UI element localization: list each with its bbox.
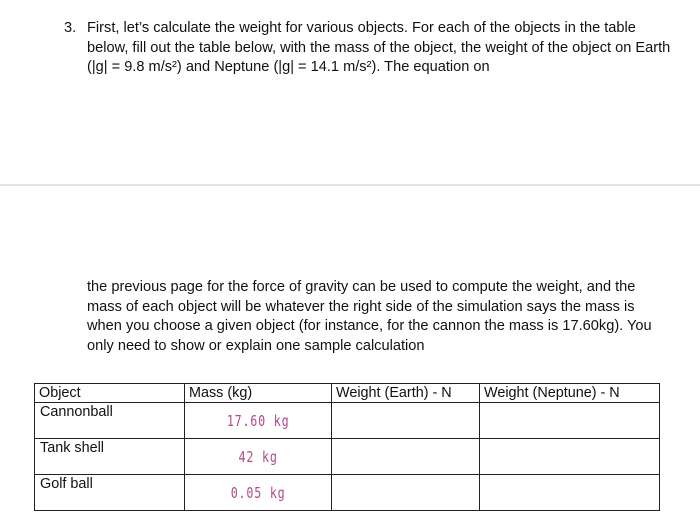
handwritten-mass: 42 kg: [238, 447, 278, 466]
mass-cell[interactable]: [185, 475, 332, 511]
weight-neptune-cell[interactable]: [480, 439, 660, 475]
question-number: 3.: [64, 20, 77, 36]
header-object: Object: [35, 384, 185, 403]
mass-cell[interactable]: [185, 439, 332, 475]
table-row: [35, 475, 660, 511]
header-mass: Mass (kg): [185, 384, 332, 403]
table-header-row: [35, 384, 660, 403]
header-weight-neptune: Weight (Neptune) - N: [480, 384, 660, 403]
page-divider: [0, 184, 700, 186]
handwritten-mass: 17.60 kg: [226, 411, 290, 430]
weight-neptune-cell[interactable]: [480, 403, 660, 439]
question-text-part2: the previous page for the force of gravity can be used to compute the weight, and the mass of each object will be whatever the right side of the simulation says the mass is when you choose a given object (for instance, for the cannon the mass is 17.60kg). You only need to show or explain one sample calculation: [87, 279, 652, 354]
header-weight-earth: Weight (Earth) - N: [332, 384, 480, 403]
weight-neptune-cell[interactable]: [480, 475, 660, 511]
weight-earth-cell[interactable]: [332, 403, 480, 439]
weight-earth-cell[interactable]: [332, 475, 480, 511]
table-row: [35, 439, 660, 475]
question-text-part1: First, let’s calculate the weight for various objects. For each of the objects in the table below, fill out the table below, with the mass of the object, the weight of the object on Earth (|g| = 9.8 m/s²) and Neptune (|g| = 14.1 m/s²). The equation on: [87, 20, 671, 75]
mass-cell[interactable]: [185, 403, 332, 439]
table-row: [35, 403, 660, 439]
object-cell: Cannonball: [35, 403, 185, 439]
object-cell: Golf ball: [35, 475, 185, 511]
weights-table: [34, 383, 660, 511]
weight-earth-cell[interactable]: [332, 439, 480, 475]
object-cell: Tank shell: [35, 439, 185, 475]
handwritten-mass: 0.05 kg: [230, 483, 286, 502]
